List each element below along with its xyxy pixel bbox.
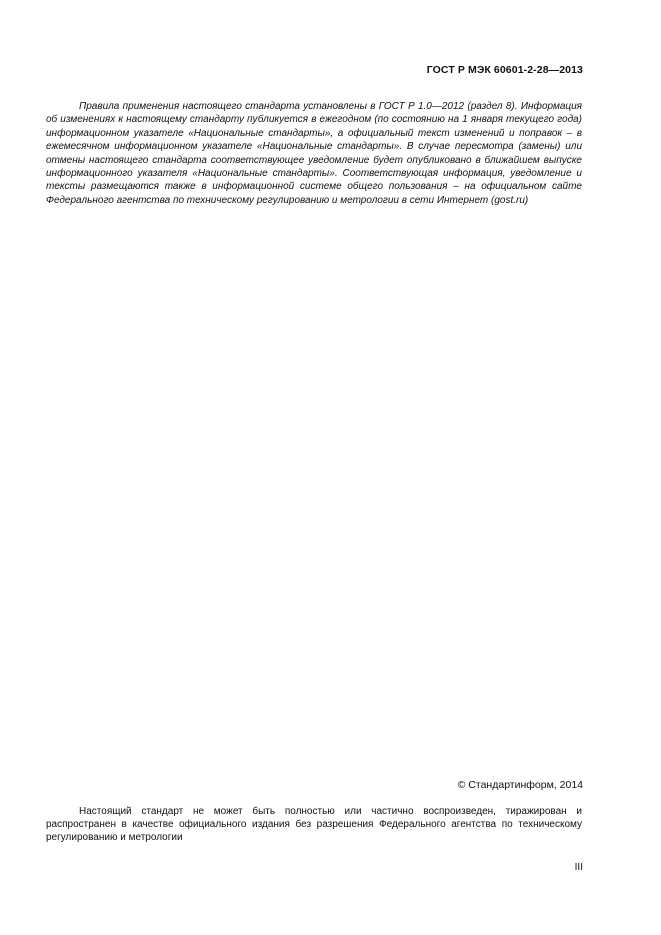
copyright-notice: © Стандартинформ, 2014 xyxy=(457,779,583,791)
page-number: III xyxy=(574,862,583,873)
page-header-standard-designation: ГОСТ Р МЭК 60601-2-28—2013 xyxy=(426,64,583,76)
publication-info-paragraph: Правила применения настоящего стандарта установлены в ГОСТ Р 1.0—2012 (раздел 8). Информация об изменениях к настоящему стандарту публикуется в ежегодном (по состоянию на 1 января текущего года) информационном указателе «Национальные стандарты», а официальный текст изменений и поправок – в ежемесячном информационном указателе «Национальные стандарты». В случае пересмотра (замены) или отмены настоящего стандарта соответствующее уведомление будет опубликовано в ближайшем выпуске информационного указателя «Национальные стандарты». Соответствующая информация, уведомление и тексты размещаются также в информационной системе общего пользования – на официальном сайте Федерального агентства по техническому регулированию и метрологии в сети Интернет (gost.ru) xyxy=(46,101,582,206)
reproduction-rights-paragraph: Настоящий стандарт не может быть полностью или частично воспроизведен, тиражирован и распространен в качестве официального издания без разрешения Федерального агентства по техническому регулированию и метрологии xyxy=(46,806,582,844)
